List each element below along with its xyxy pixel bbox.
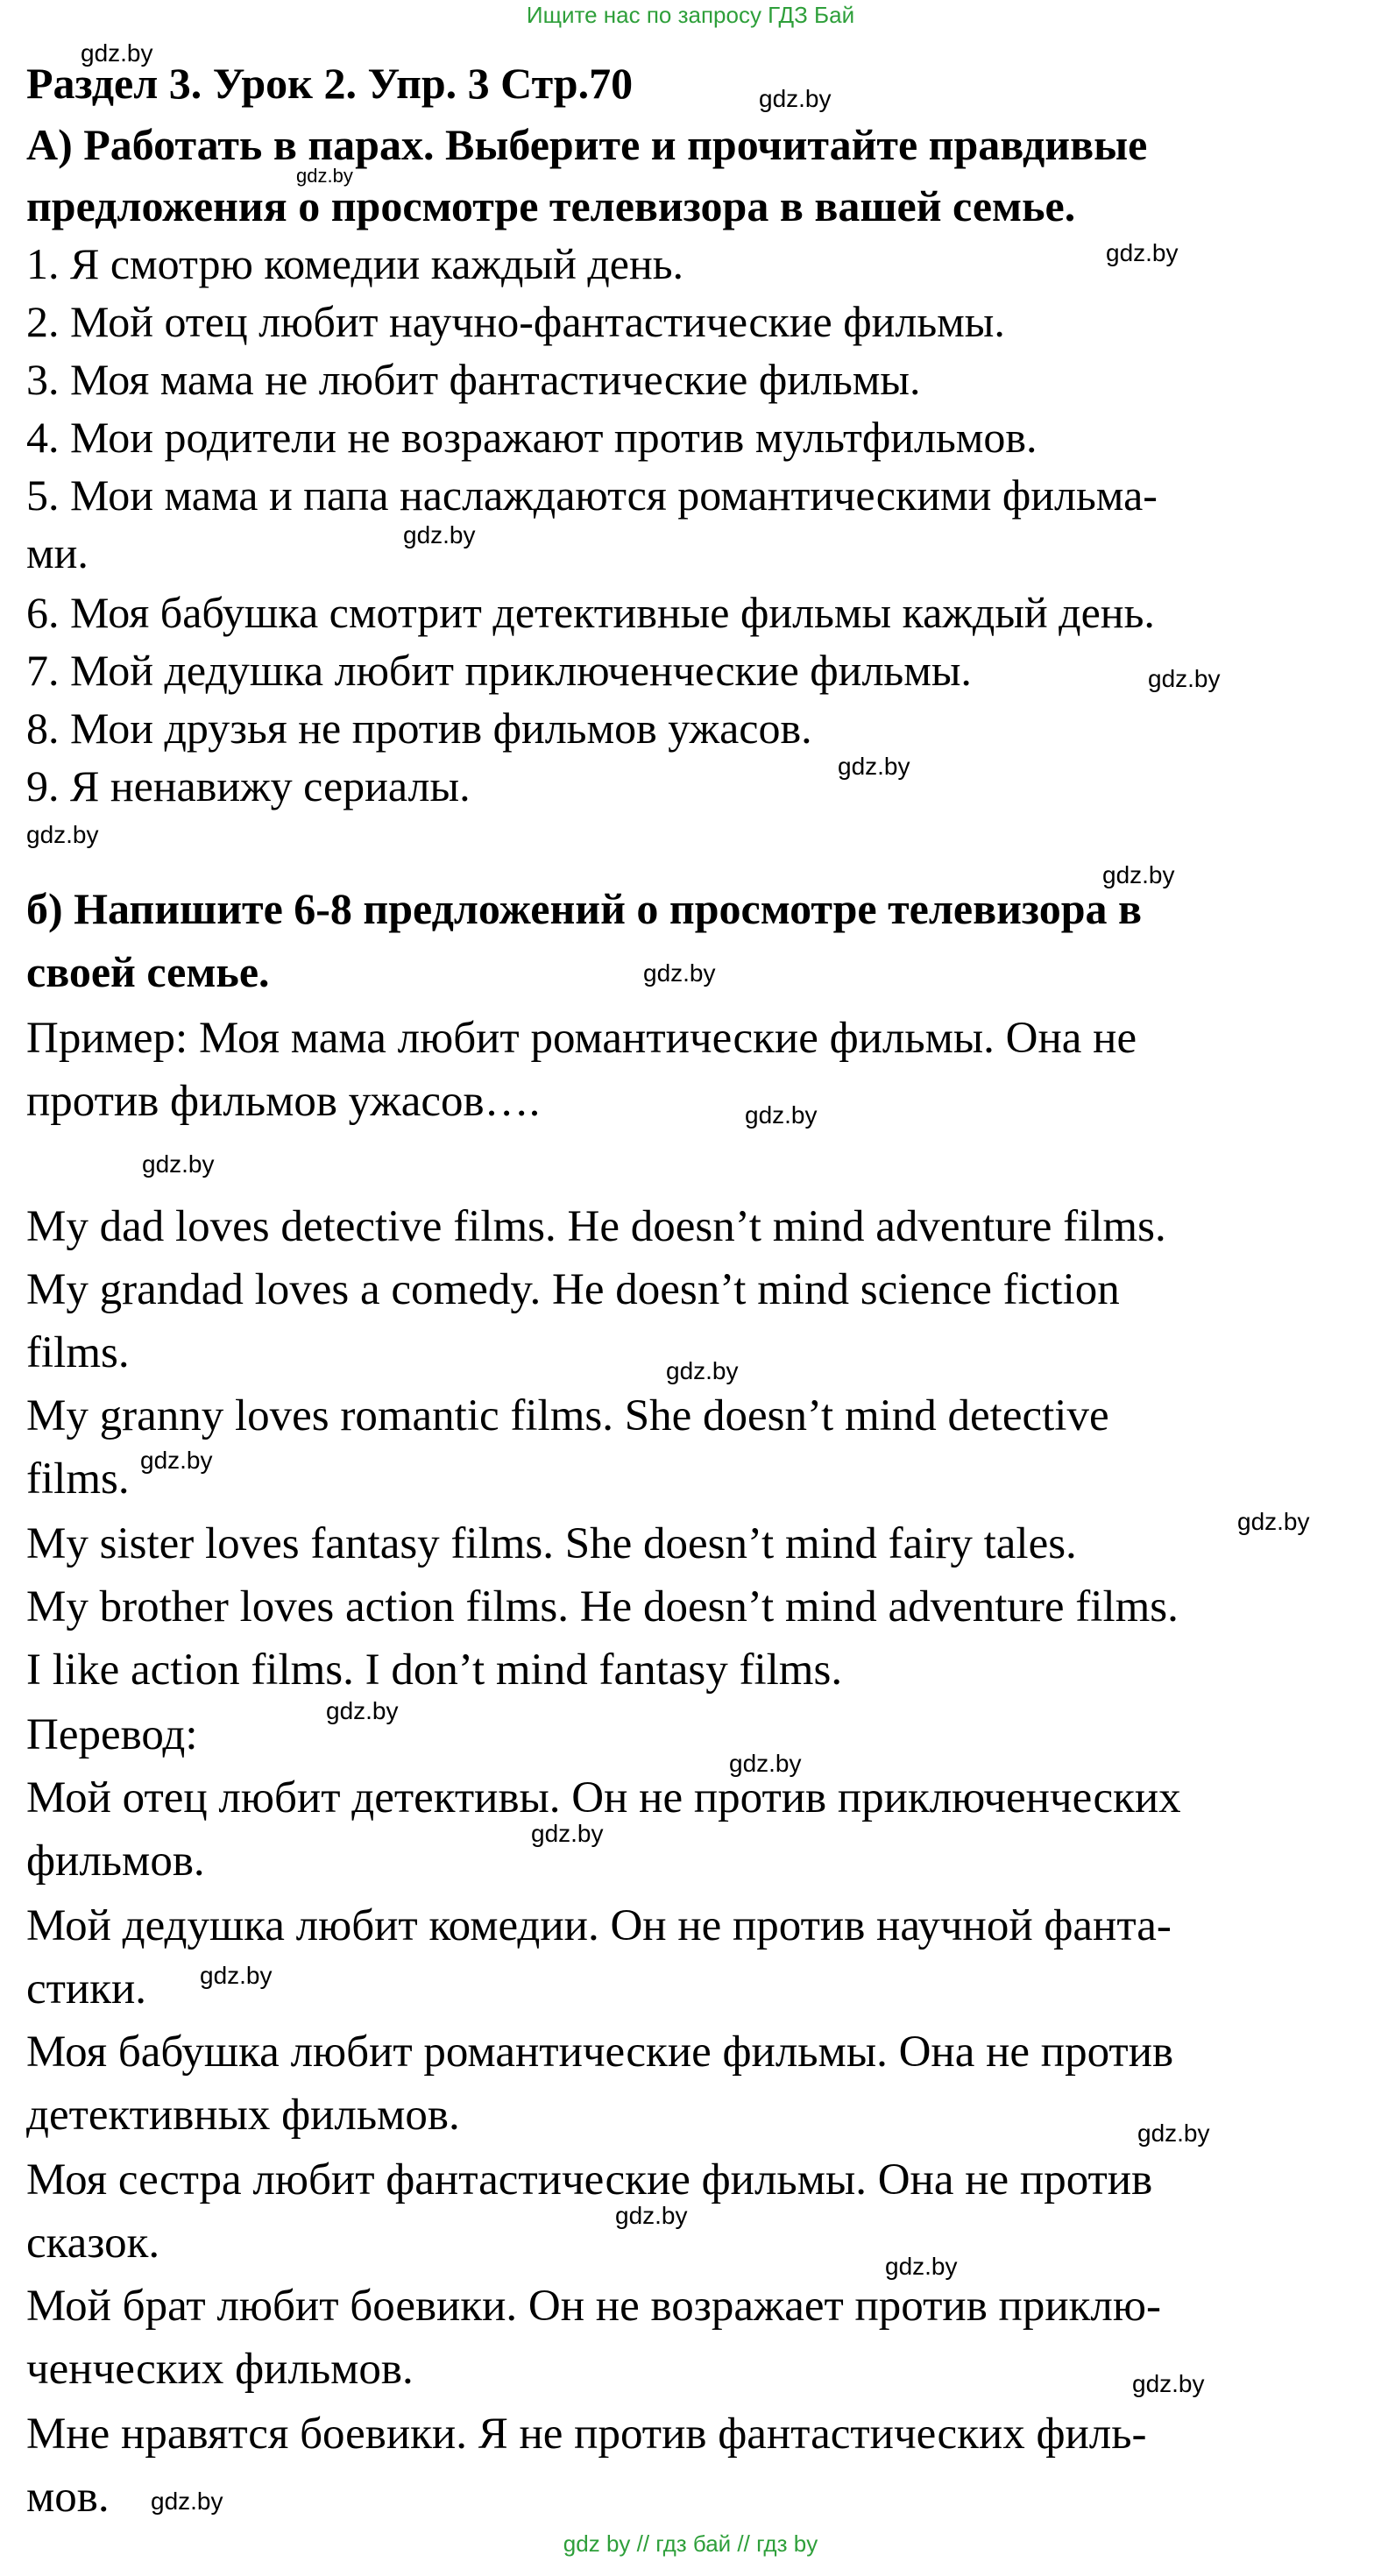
watermark: gdz.by [729, 1750, 802, 1777]
watermark: gdz.by [885, 2253, 958, 2280]
answer-en-line: films. [26, 1454, 130, 1504]
task-a-line: ми. [26, 528, 89, 577]
translation-line: мов. [26, 2473, 110, 2522]
translation-line: ченческих фильмов. [26, 2345, 414, 2394]
task-b-example-line-2: против фильмов ужасов…. [26, 1077, 541, 1126]
answer-en-line: My grandad loves a comedy. He doesn’t mind science fiction [26, 1265, 1120, 1314]
watermark: gdz.by [759, 85, 832, 112]
page-title: Раздел 3. Урок 2. Упр. 3 Стр.70 [26, 59, 634, 108]
task-a-heading-line-1: А) Работать в парах. Выберите и прочитайте правдивые [26, 120, 1148, 169]
watermark: gdz.by [403, 521, 476, 548]
task-a-line: 8. Мои друзья не против фильмов ужасов. [26, 704, 812, 753]
watermark: gdz.by [142, 1150, 215, 1178]
watermark: gdz.by [81, 39, 153, 67]
translation-line: Мой брат любит боевики. Он не возражает против приклю- [26, 2282, 1161, 2331]
task-a-line: 6. Моя бабушка смотрит детективные фильмы каждый день. [26, 588, 1155, 637]
answer-en-line: films. [26, 1328, 130, 1377]
translation-line: Моя сестра любит фантастические фильмы. Она не против [26, 2155, 1153, 2204]
task-b-heading-line-2: своей семье. [26, 947, 270, 996]
watermark: gdz.by [1237, 1508, 1310, 1535]
task-a-line: 9. Я ненавижу сериалы. [26, 761, 471, 810]
answer-en-line: My dad loves detective films. He doesn’t mind adventure films. [26, 1202, 1166, 1251]
answer-en-line: My granny loves romantic films. She doesn’t mind detective [26, 1391, 1109, 1440]
task-a-line: 4. Мои родители не возражают против мультфильмов. [26, 413, 1038, 462]
watermark: gdz.by [615, 2202, 688, 2229]
task-b-heading-line-1: б) Напишите 6-8 предложений о просмотре телевизора в [26, 884, 1143, 933]
watermark: gdz.by [200, 1962, 273, 1989]
watermark: gdz.by [26, 821, 99, 848]
watermark: gdz.by [1132, 2370, 1205, 2397]
watermark: gdz.by [1148, 665, 1221, 692]
watermark: gdz.by [745, 1101, 818, 1129]
watermark: gdz.by [1106, 239, 1179, 266]
watermark: gdz.by [151, 2488, 223, 2515]
task-a-line: 1. Я смотрю комедии каждый день. [26, 239, 684, 288]
watermark: gdz.by [531, 1820, 604, 1847]
task-a-line: 3. Моя мама не любит фантастические фильмы. [26, 355, 921, 404]
translation-line: детективных фильмов. [26, 2091, 460, 2140]
answer-en-line: I like action films. I don’t mind fantasy films. [26, 1645, 843, 1695]
watermark: gdz.by [140, 1447, 213, 1474]
translation-line: стики. [26, 1964, 147, 2013]
watermark: gdz.by [666, 1357, 739, 1384]
watermark: gdz.by [643, 959, 716, 987]
task-a-heading-line-2: предложения о просмотре телевизора в вашей семье. [26, 181, 1076, 230]
task-a-line: 5. Мои мама и папа наслаждаются романтическими фильма- [26, 471, 1158, 520]
answer-en-line: My sister loves fantasy films. She doesn’t mind fairy tales. [26, 1519, 1077, 1568]
watermark: gdz.by [1102, 861, 1175, 888]
task-b-example-line-1: Пример: Моя мама любит романтические фильмы. Она не [26, 1014, 1137, 1063]
translation-line: Моя бабушка любит романтические фильмы. Она не против [26, 2028, 1174, 2077]
translation-line: Мне нравятся боевики. Я не против фантастических филь- [26, 2410, 1147, 2459]
watermark: gdz.by [296, 165, 353, 187]
translation-label: Перевод: [26, 1710, 198, 1759]
answer-en-line: My brother loves action films. He doesn’t mind adventure films. [26, 1582, 1179, 1631]
watermark: gdz.by [326, 1697, 399, 1724]
site-search-hint-link[interactable]: Ищите нас по запросу ГДЗ Бай [526, 2, 855, 28]
translation-line: фильмов. [26, 1836, 205, 1886]
watermark: gdz.by [1137, 2120, 1210, 2147]
translation-line: сказок. [26, 2219, 160, 2268]
task-a-line: 2. Мой отец любит научно-фантастические фильмы. [26, 297, 1005, 346]
translation-line: Мой дедушка любит комедии. Он не против научной фанта- [26, 1901, 1172, 1950]
translation-line: Мой отец любит детективы. Он не против приключенческих [26, 1773, 1181, 1822]
task-a-line: 7. Мой дедушка любит приключенческие фильмы. [26, 646, 972, 695]
footer-links[interactable]: gdz by // гдз бай // гдз by [563, 2530, 818, 2557]
watermark: gdz.by [838, 753, 910, 780]
